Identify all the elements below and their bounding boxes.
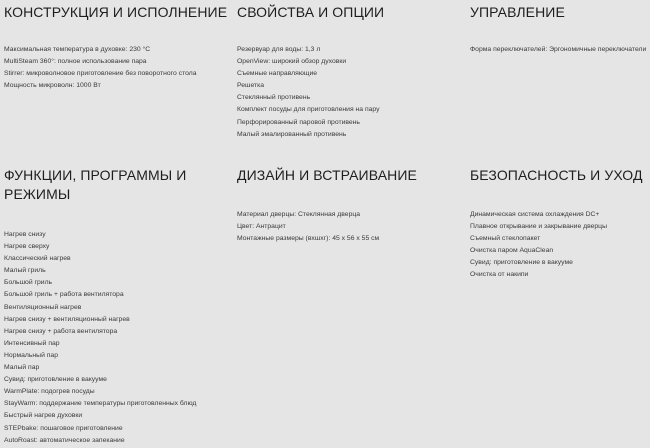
- spec-item: Резервуар для воды: 1,3 л: [237, 46, 321, 53]
- spec-item: Нагрев снизу: [4, 231, 46, 238]
- spec-item: Нормальный пар: [4, 351, 58, 359]
- spec-item: Интенсивный пар: [4, 339, 60, 347]
- spec-item: Stirrer: микроволновое приготовление без поворотного стола: [4, 70, 197, 78]
- spec-item: StayWarm: поддержание температуры приготовленных блюд: [4, 400, 197, 408]
- section-title: КОНСТРУКЦИЯ И ИСПОЛНЕНИЕ: [4, 4, 228, 20]
- spec-item: Перфорированный паровой противень: [237, 118, 360, 126]
- spec-item: Съемный стеклопакет: [470, 235, 541, 243]
- spec-item: Динамическая система охлаждения DC+: [470, 211, 600, 218]
- spec-item: Монтажные размеры (вхшхг): 45 x 56 x 55 см: [237, 235, 380, 243]
- spec-item: Вентиляционный нагрев: [4, 303, 82, 311]
- spec-item: Мощность микроволн: 1000 Вт: [4, 82, 101, 90]
- spec-item: Нагрев снизу + вентиляционный нагрев: [4, 315, 130, 323]
- spec-item: Очистка от накипи: [470, 271, 529, 279]
- spec-list: [4, 44, 229, 92]
- spec-item: Решетка: [237, 82, 265, 90]
- spec-item: AutoRoast: автоматическое запекание: [4, 436, 125, 444]
- spec-item: Малый пар: [4, 364, 40, 372]
- section-controls: [470, 3, 648, 56]
- spec-item: STEPbake: пошаговое приготовление: [4, 424, 123, 432]
- section-title: БЕЗОПАСНОСТЬ И УХОД: [470, 167, 643, 183]
- section-title: УПРАВЛЕНИЕ: [470, 4, 565, 20]
- section-safety: [470, 166, 648, 282]
- spec-item: Быстрый нагрев духовки: [4, 412, 83, 420]
- spec-item: Плавное открывание и закрывание дверцы: [470, 223, 607, 231]
- section-properties: [237, 3, 462, 141]
- spec-item: Сувид: приготовление в вакууме: [4, 376, 107, 384]
- spec-list: [470, 44, 648, 56]
- section-design: [237, 166, 462, 245]
- spec-item: Классический нагрев: [4, 255, 71, 263]
- section-title: СВОЙСТВА И ОПЦИИ: [237, 4, 385, 20]
- spec-list: [237, 44, 462, 141]
- spec-item: Очистка паром AquaClean: [470, 247, 554, 255]
- spec-item: Форма переключателей: Эргономичные переключатели: [470, 46, 647, 53]
- spec-item: Малый эмалированный противень: [237, 130, 347, 138]
- spec-item: WarmPlate: подогрев посуды: [4, 388, 95, 396]
- spec-item: Малый гриль: [4, 267, 46, 275]
- spec-item: MultiSteam 360°: полное использование пара: [4, 58, 147, 66]
- spec-item: Нагрев сверху: [4, 243, 50, 251]
- spec-item: Комплект посуды для приготовления на пару: [237, 106, 380, 114]
- spec-item: Большой гриль + работа вентилятора: [4, 291, 124, 299]
- spec-item: OpenView: широкий обзор духовки: [237, 58, 347, 66]
- spec-list: [470, 209, 648, 282]
- section-functions: [4, 166, 229, 447]
- spec-item: Материал дверцы: Стеклянная дверца: [237, 211, 361, 218]
- spec-list: [237, 209, 462, 245]
- spec-item: Сувид: приготовление в вакууме: [470, 259, 573, 267]
- spec-list: [4, 229, 229, 447]
- spec-item: Цвет: Антрацит: [237, 223, 286, 231]
- spec-item: Стеклянный противень: [237, 94, 311, 102]
- spec-item: Большой гриль: [4, 279, 53, 287]
- section-title: ДИЗАЙН И ВСТРАИВАНИЕ: [237, 167, 417, 183]
- spec-item: Нагрев снизу + работа вентилятора: [4, 327, 118, 335]
- section-construction: [4, 3, 229, 92]
- section-title: ФУНКЦИИ, ПРОГРАММЫ И РЕЖИМЫ: [4, 167, 187, 202]
- spec-item: Съемные направляющие: [237, 70, 318, 78]
- spec-item: Максимальная температура в духовке: 230 °C: [4, 46, 151, 53]
